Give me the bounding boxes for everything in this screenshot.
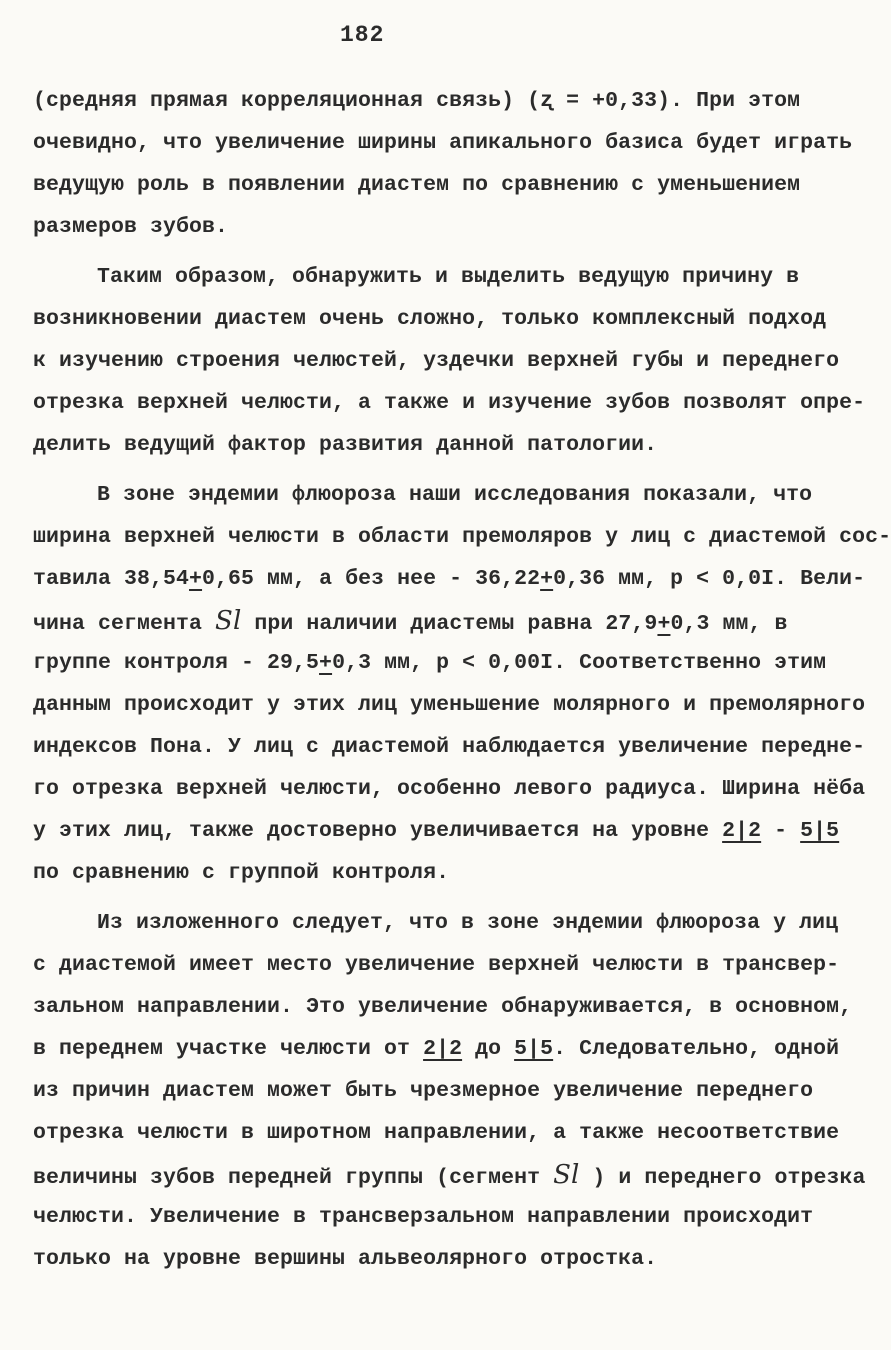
- text-run: очевидно, что увеличение ширины апикального базиса будет играть: [33, 131, 853, 155]
- text-line: [33, 944, 863, 986]
- text-run: возникновении диастем очень сложно, только комплексный подход: [33, 307, 827, 331]
- handwritten-symbol: Sl: [553, 1160, 580, 1190]
- underlined-text: +: [189, 567, 203, 591]
- text-run: только на уровне вершины альвеолярного отростка.: [33, 1247, 658, 1271]
- text-run: 0,3 мм, в: [670, 612, 788, 636]
- handwritten-symbol: Sl: [215, 606, 242, 636]
- text-run: 0,65 мм, а без нее - 36,22: [202, 567, 541, 591]
- text-run: ) и переднего отрезка: [579, 1166, 866, 1190]
- text-run: Таким образом, обнаружить и выделить ведущую причину в: [97, 265, 800, 289]
- text-run: чина сегмента: [33, 612, 216, 636]
- text-line: [33, 122, 863, 164]
- text-run: зальном направлении. Это увеличение обнаруживается, в основном,: [33, 995, 853, 1019]
- correlation-symbol: ʐ: [540, 89, 554, 113]
- text-line: [33, 726, 866, 768]
- text-run: ведущую роль в появлении диастем по сравнению с уменьшением: [33, 173, 801, 197]
- underlined-text: 5|5: [514, 1037, 554, 1061]
- text-run: группе контроля - 29,5: [33, 651, 320, 675]
- text-line: [33, 80, 863, 122]
- text-line: [33, 852, 863, 894]
- text-run: . Следовательно, одной: [553, 1037, 840, 1061]
- text-line: [33, 1070, 863, 1112]
- text-run: челюсти. Увеличение в трансверзальном направлении происходит: [33, 1205, 814, 1229]
- text-run: с диастемой имеет место увеличение верхней челюсти в трансвер-: [33, 953, 840, 977]
- paragraph-gap: [33, 894, 863, 902]
- text-run: из причин диастем может быть чрезмерное увеличение переднего: [33, 1079, 814, 1103]
- text-line: [33, 902, 863, 944]
- text-line: [33, 1154, 866, 1196]
- paragraph-gap: [33, 466, 863, 474]
- text-line: [33, 424, 863, 466]
- text-line: [33, 600, 863, 642]
- text-run: данным происходит у этих лиц уменьшение молярного и премолярного: [33, 693, 866, 717]
- text-line: [33, 382, 866, 424]
- text-run: размеров зубов.: [33, 215, 229, 239]
- underlined-text: +: [540, 567, 554, 591]
- text-run: 0,3 мм, р < 0,00I. Соответственно этим: [332, 651, 827, 675]
- text-line: [33, 986, 863, 1028]
- text-line: [33, 642, 863, 684]
- text-run: у этих лиц, также достоверно увеличивается на уровне: [33, 819, 723, 843]
- body-text: [33, 80, 891, 1280]
- text-run: тавила 38,54: [33, 567, 190, 591]
- text-line: [33, 340, 863, 382]
- underlined-text: 2|2: [722, 819, 762, 843]
- paragraph-gap: [33, 248, 863, 256]
- underlined-text: 5|5: [800, 819, 840, 843]
- text-line: [33, 810, 863, 852]
- text-line: [33, 1028, 863, 1070]
- text-line: [33, 1196, 863, 1238]
- text-run: при наличии диастемы равна 27,9: [241, 612, 658, 636]
- text-line: [33, 1112, 863, 1154]
- text-line: [33, 298, 863, 340]
- text-line: [33, 1238, 863, 1280]
- text-line: [33, 474, 863, 516]
- page-number: 182: [340, 22, 385, 48]
- underlined-text: 2|2: [423, 1037, 463, 1061]
- text-run: го отрезка верхней челюсти, особенно левого радиуса. Ширина нёба: [33, 777, 866, 801]
- text-run: = +0,33). При этом: [553, 89, 801, 113]
- text-run: 0,36 мм, р < 0,0I. Вели-: [553, 567, 866, 591]
- text-run: делить ведущий фактор развития данной патологии.: [33, 433, 658, 457]
- text-run: В зоне эндемии флюороза наши исследования показали, что: [97, 483, 813, 507]
- text-run: к изучению строения челюстей, уздечки верхней губы и переднего: [33, 349, 840, 373]
- text-run: отрезка челюсти в широтном направлении, а также несоответствие: [33, 1121, 840, 1145]
- text-line: [33, 684, 866, 726]
- text-line: [33, 164, 863, 206]
- text-run: ширина верхней челюсти в области премоляров у лиц с диастемой сос-: [33, 525, 891, 549]
- text-run: до: [462, 1037, 515, 1061]
- underlined-text: +: [657, 612, 671, 636]
- text-run: в переднем участке челюсти от: [33, 1037, 424, 1061]
- text-line: [33, 256, 863, 298]
- text-run: индексов Пона. У лиц с диастемой наблюдается увеличение передне-: [33, 735, 866, 759]
- text-line: [33, 516, 891, 558]
- text-run: (средняя прямая корреляционная связь) (: [33, 89, 541, 113]
- text-line: [33, 768, 866, 810]
- text-run: по сравнению с группой контроля.: [33, 861, 450, 885]
- underlined-text: +: [319, 651, 333, 675]
- text-line: [33, 206, 863, 248]
- text-run: -: [761, 819, 801, 843]
- text-run: величины зубов передней группы (сегмент: [33, 1166, 554, 1190]
- text-line: [33, 558, 866, 600]
- text-run: Из изложенного следует, что в зоне эндемии флюороза у лиц: [97, 911, 839, 935]
- text-run: отрезка верхней челюсти, а также и изучение зубов позволят опре-: [33, 391, 866, 415]
